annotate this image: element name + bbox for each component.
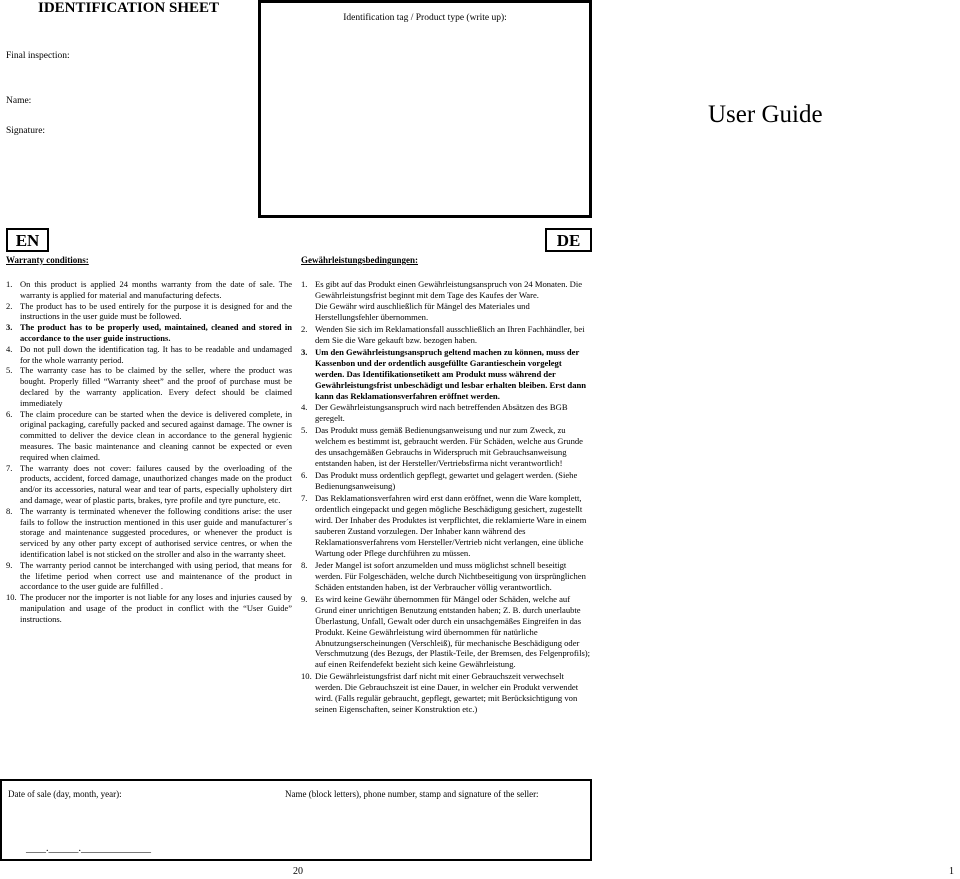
clause-text: The warranty period cannot be interchanged with using period, that means for the lifetime period when correct use and maintenance of the product in accordance to the user guide are fulfilled . (20, 559, 292, 592)
language-badge-de: DE (545, 228, 592, 252)
clause-item (301, 402, 591, 424)
clause-item (301, 301, 591, 323)
clause-number: 7. (6, 462, 13, 473)
clause-item (6, 463, 292, 506)
clause-item (301, 279, 591, 301)
clause-number: 6. (6, 408, 13, 419)
clause-text: On this product is applied 24 months warranty from the date of sale. The warranty is applied for material and manufacturing defects. (20, 279, 292, 300)
clause-text: The warranty does not cover: failures caused by the overloading of the products, accident, forced damage, unauthorized changes made on the product and/or its accessories, natural wear and tear of parts, especially upholstery dirt and damage, wear of plastic parts, brakes, tyre profile and tyre puncture, etc. (20, 462, 292, 505)
gewaehrleistung-heading: Gewährleistungsbedingungen: (301, 255, 419, 265)
clause-number: 7. (301, 493, 308, 504)
clause-number: 2. (301, 323, 308, 334)
clause-item (6, 592, 292, 624)
clause-text: The warranty case has to be claimed by the seller, where the product was bought. Properly filled “Warranty sheet” and the proof of purchase must be declared by the warranty application. Every defect should be claimed immediately (20, 365, 292, 408)
clause-number: 4. (6, 343, 13, 354)
clause-item (301, 425, 591, 469)
clause-number: 10. (6, 592, 17, 603)
clause-text: Der Gewährleistungsanspruch wird nach betreffenden Absätzen des BGB geregelt. (315, 402, 568, 424)
name-label: Name: (6, 96, 32, 106)
clause-item (301, 324, 591, 346)
clause-text: Jeder Mangel ist sofort anzumelden und muss möglichst schnell beseitigt werden. Für Folgeschäden, welche durch Nichtbeseitigung von ürsprünglichen Schäden entstanden haben, ist der Verbraucher völlig verantwortlich. (315, 559, 586, 592)
language-badge-en: EN (6, 228, 49, 252)
clause-item (6, 301, 292, 323)
clause-item (6, 560, 292, 592)
clause-text: The claim procedure can be started when the device is delivered complete, in original packaging, carefully packed and secured against damage. The owner is committed to deliver the device clean in accordance to the general hygienic measures. The basic maintenance and cleaning cannot be expected or even required when claimed. (20, 408, 292, 462)
clause-number: 3. (6, 322, 13, 333)
clause-number: 3. (301, 346, 308, 357)
warranty-clauses-en (6, 279, 292, 625)
clause-number: 8. (6, 505, 13, 516)
clause-item (301, 560, 591, 593)
clause-item (6, 409, 292, 463)
clause-text: Wenden Sie sich im Reklamationsfall ausschließlich an Ihren Fachhändler, bei dem Sie die Ware gekauft bzw. bezogen haben. (315, 323, 585, 345)
clause-text: The warranty is terminated whenever the following conditions arise: the user fails to follow the instruction mentioned in this user guide and manufacturer´s storage and maintenance suggested procedures, or whenever the product is serviced by any other party except of authorised service centres, or when the identification label is not sticked on the stroller and also in the warranty sheet. (20, 505, 292, 559)
identification-tag-box (258, 0, 592, 218)
clause-number: 2. (6, 300, 13, 311)
user-guide-title: User Guide (708, 101, 823, 128)
identification-tag-label: Identification tag / Product type (write up): (343, 13, 507, 23)
warranty-clauses-de (301, 279, 591, 715)
final-inspection-label: Final inspection: (6, 51, 70, 61)
clause-item (6, 365, 292, 408)
clause-item (301, 493, 591, 559)
clause-text: The product has to be properly used, maintained, cleaned and stored in accordance to the user guide instructions. (20, 322, 292, 343)
identification-sheet-title: IDENTIFICATION SHEET (38, 0, 220, 16)
clause-number: 9. (6, 559, 13, 570)
clause-text: Do not pull down the identification tag. It has to be readable and undamaged for the whole warranty period. (20, 343, 292, 365)
clause-text: The product has to be used entirely for the purpose it is designed for and the instructions in the user guide must be followed. (20, 300, 292, 322)
page-number-right: 1 (949, 866, 954, 877)
date-of-sale-label: Date of sale (day, month, year): (8, 789, 122, 799)
clause-text: Um den Gewährleistungsanspruch geltend machen zu können, muss der Kassenbon und der ordentlich ausgefüllte Garantieschein vorgelegt werden. Das Identifikationsetikett am Produkt muss während der Gewährleistungsfrist unbeschädigt und lesbar erhalten bleiben. Erst dann kann das Reklamationsverfahren eröffnet werden. (315, 346, 587, 401)
date-of-sale-field[interactable]: ____.______.______________ (26, 843, 151, 854)
clause-item (301, 594, 591, 671)
clause-text: Das Produkt muss ordentlich gepflegt, gewartet und gelagert werden. (Siehe Bedienungsanweisung) (315, 470, 578, 492)
clause-number: 5. (6, 365, 13, 376)
clause-text: The producer nor the importer is not liable for any loses and injuries caused by manipulation and usage of the product in conflict with the “User Guide” instructions. (20, 592, 292, 624)
clause-number: 1. (6, 279, 13, 289)
clause-item (301, 671, 591, 715)
sale-record-box (0, 779, 592, 861)
clause-item (301, 470, 591, 492)
clause-number: 6. (301, 470, 308, 481)
clause-item (6, 279, 292, 301)
clause-text: Das Produkt muss gemäß Bedienungsanweisung und nur zum Zweck, zu welchem es bestimmt ist, gebraucht werden. Für Schäden, welche aus Grunde des unsachgemäßen Gebrauchs in Widerspruch mit Gebrauchsanweisung entstanden haben, ist der Hersteller/Vertriebsfirma nicht verantwortlich! (315, 425, 583, 469)
clause-text: Es wird keine Gewähr übernommen für Mängel oder Schäden, welche auf Grund einer unrichtigen Benutzung entstanden haben; Z. B. durch unerlaubte Überlastung, Unfall, Gewalt oder durch ein unsachgemäßes Eingreifen in das Produkt. Keine Gewährleistung wird übernommen für natürliche Abnutzungserscheinungen (Verschleiß), für mechanische Beschädigung oder Verschmutzung (des Bezugs, der Plastik-Teile, der Bremsen, des Felgenprofils); auf einen Reifendefekt bezieht sich keine Gewährleistung. (315, 593, 591, 670)
clause-number: 10. (301, 671, 312, 682)
clause-item (6, 344, 292, 366)
clause-number: 9. (301, 593, 308, 604)
page-number-left: 20 (293, 866, 303, 877)
clause-item (6, 322, 292, 344)
clause-number: 5. (301, 425, 308, 436)
signature-label: Signature: (6, 126, 46, 136)
clause-number: 8. (301, 559, 308, 570)
clause-text: Das Reklamationsverfahren wird erst dann eröffnet, wenn die Ware komplett, ordentlich eingepackt und gegen mögliche Beschädigung gesichert, zugestellt wird. Der Inhaber des Produktes ist verpflichtet, die reklamierte Ware in einem sauberen Zustand vorzulegen. Der Inhaber kann während des Reklamationsverfahrens vom Hersteller/Vertrieb nicht verlangen, eine übliche Wartung oder Pflege durchführen zu müssen. (315, 493, 587, 558)
clause-number: 4. (301, 402, 308, 413)
clause-number: 1. (301, 279, 308, 289)
seller-info-label: Name (block letters), phone number, stamp and signature of the seller: (285, 789, 539, 799)
warranty-conditions-heading: Warranty conditions: (6, 255, 89, 265)
clause-text: Die Gewährleistungsfrist darf nicht mit einer Gebrauchszeit verwechselt werden. Die Gebrauchszeit ist eine Dauer, in welcher ein Produkt verwendet wird. (Falls regulär gebraucht, gepflegt, gewartet; mit Berücksichtigung von seinen Eigenschaften, seiner Konstruktion etc.) (315, 671, 579, 715)
clause-item (301, 347, 591, 402)
clause-text: Die Gewähr wird auschließlich für Mängel des Materiales und Herstellungsfehler übernommen. (315, 300, 530, 322)
clause-item (6, 506, 292, 560)
clause-text: Es gibt auf das Produkt einen Gewährleistungsanspruch von 24 Monaten. Die Gewährleistungsfrist beginnt mit dem Tage des Kaufes der Ware. (315, 279, 583, 300)
